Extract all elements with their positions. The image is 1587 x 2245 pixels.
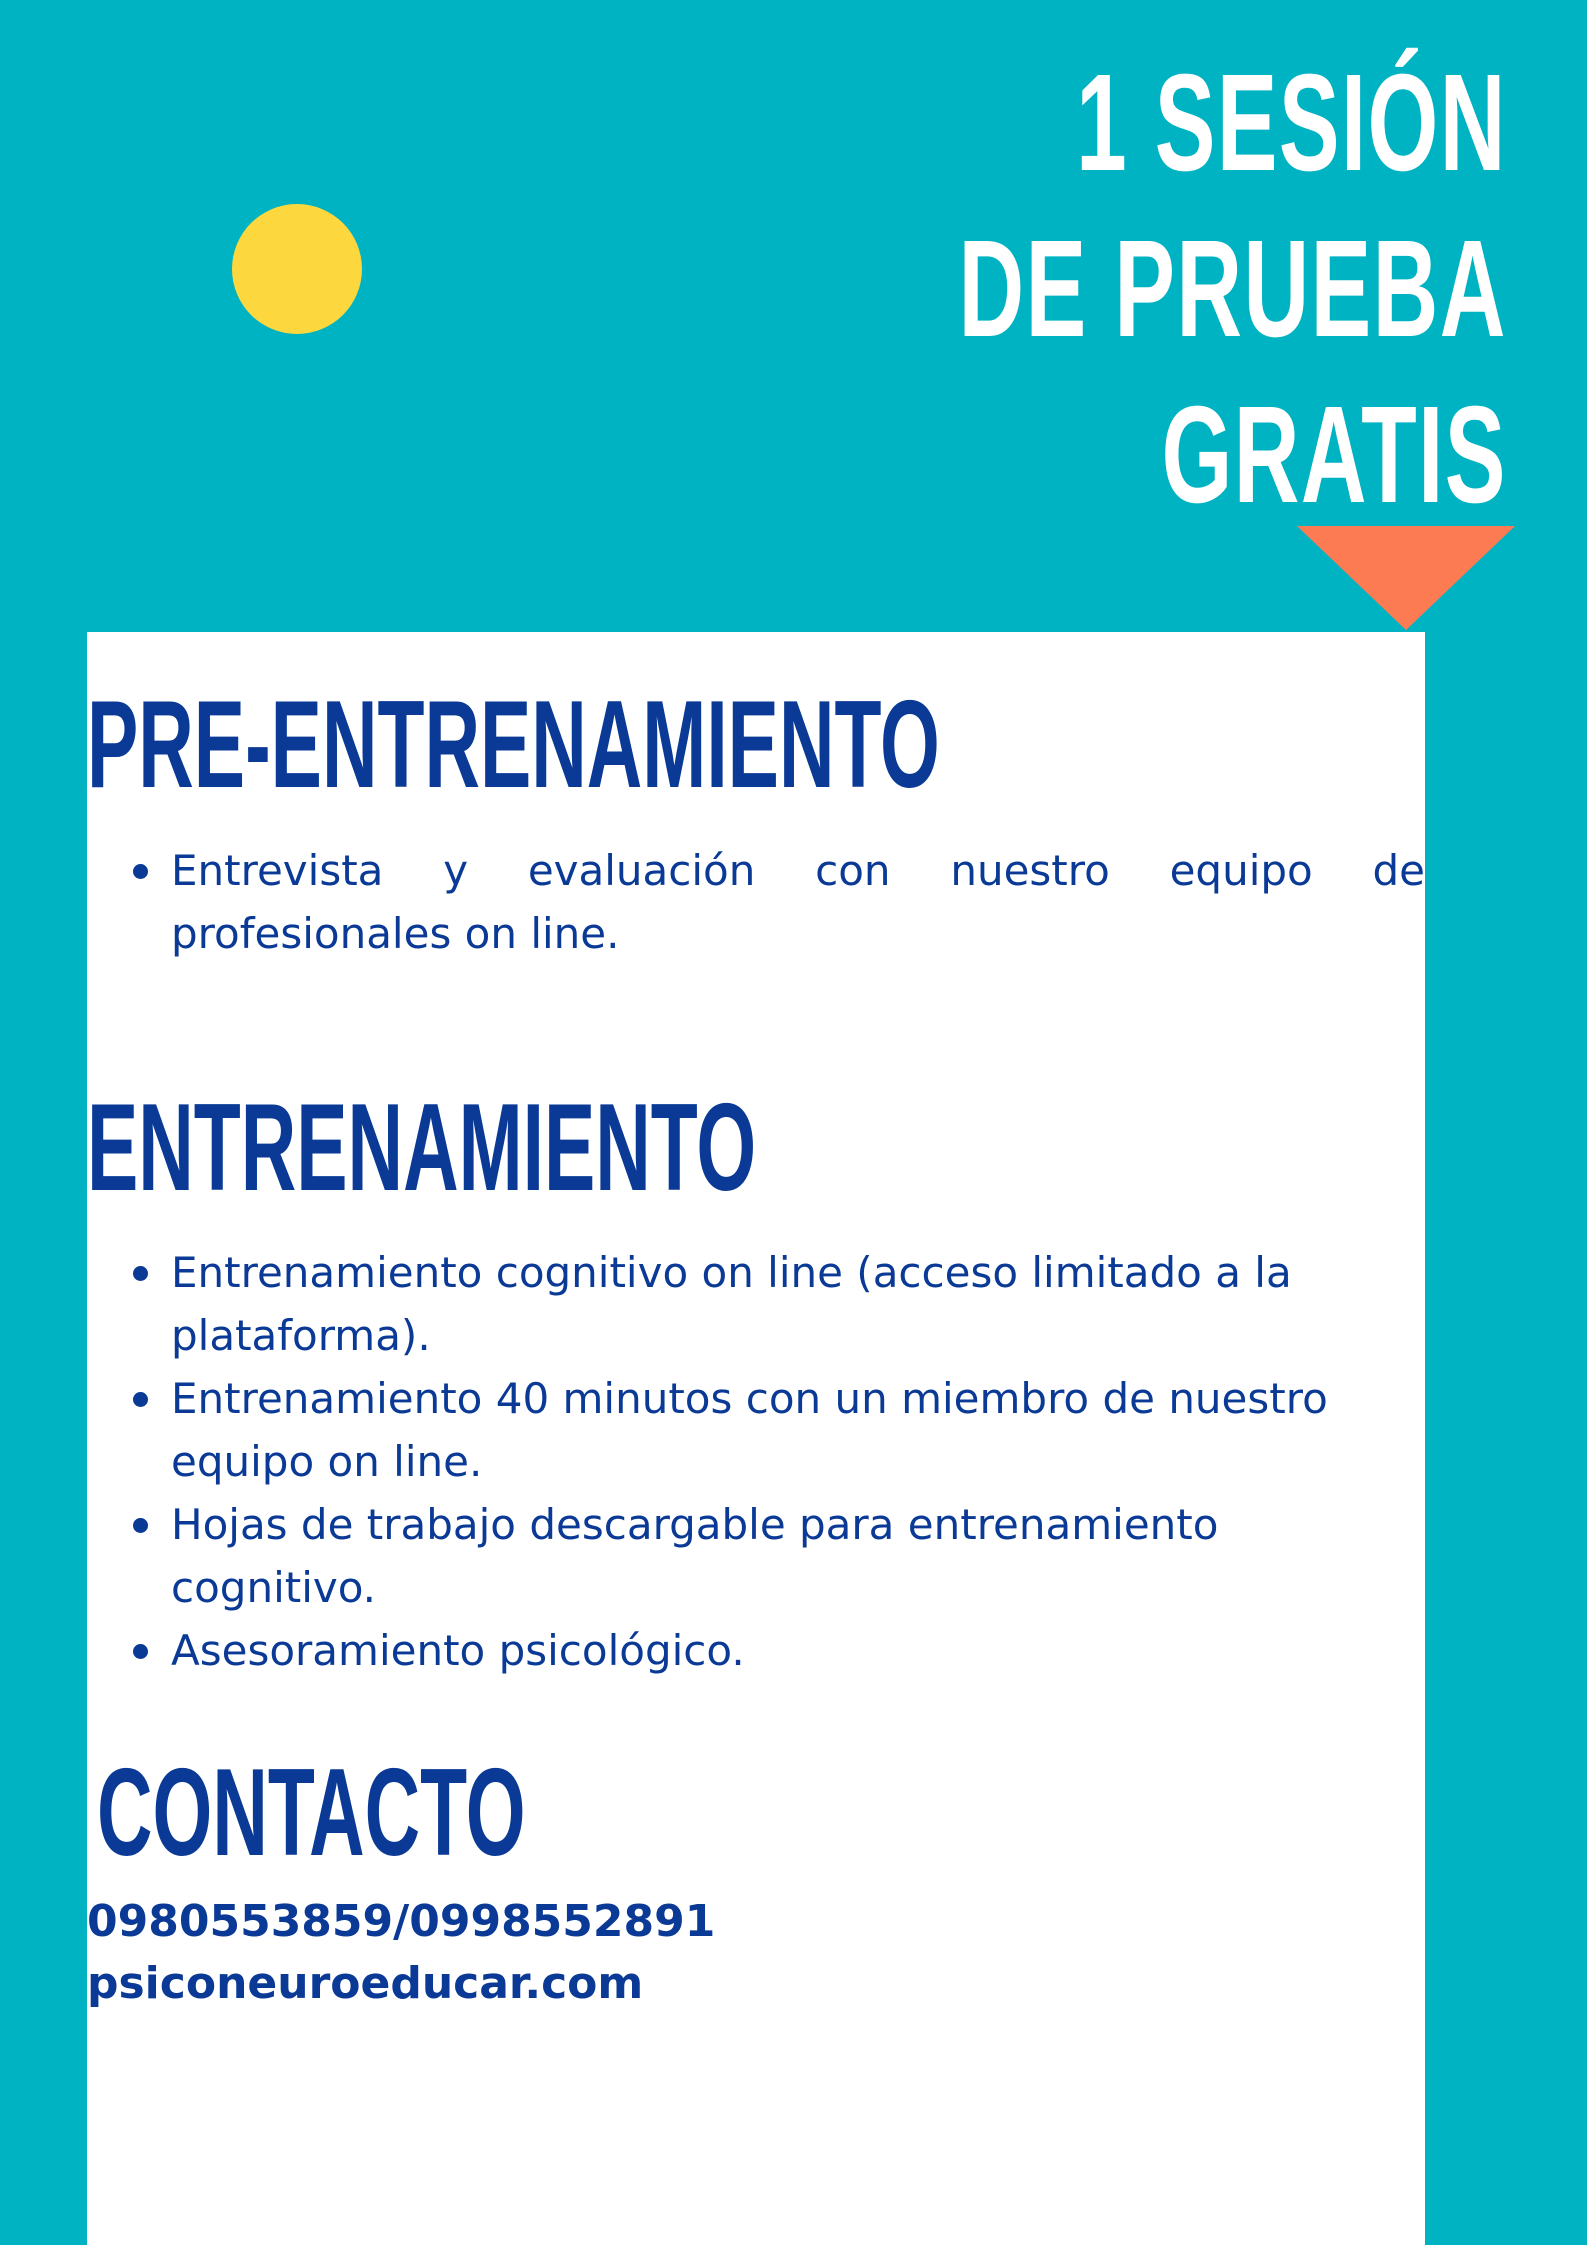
section-title-entrenamiento: ENTRENAMIENTO [87, 1079, 757, 1217]
yellow-circle-decoration [232, 204, 362, 334]
headline-line-2: DE PRUEBA [958, 212, 1507, 366]
headline-line-3: GRATIS [1161, 378, 1507, 532]
list-item: Entrenamiento 40 minutos con un miembro de nuestro equipo on line. [171, 1367, 1425, 1493]
list-item: Asesoramiento psicológico. [171, 1619, 1425, 1682]
section-title-contacto: CONTACTO [97, 1744, 526, 1882]
list-item: Hojas de trabajo descargable para entrenamiento cognitivo. [171, 1493, 1425, 1619]
contact-website-link[interactable]: psiconeuroeducar.com [87, 1958, 644, 2009]
orange-triangle-pointer [1297, 526, 1515, 630]
content-card [87, 632, 1425, 2245]
section-title-pre-entrenamiento: PRE-ENTRENAMIENTO [87, 676, 940, 814]
list-item: Entrevista y evaluación con nuestro equipo de profesionales on line. [171, 839, 1425, 965]
headline-line-1: 1 SESIÓN [1076, 46, 1507, 200]
contact-phones: 0980553859/0998552891 [87, 1896, 716, 1947]
entrenamiento-list [171, 1241, 1425, 1682]
list-item: Entrenamiento cognitivo on line (acceso limitado a la plataforma). [171, 1241, 1425, 1367]
promo-headline [676, 40, 1507, 538]
pre-entrenamiento-list [171, 839, 1425, 965]
